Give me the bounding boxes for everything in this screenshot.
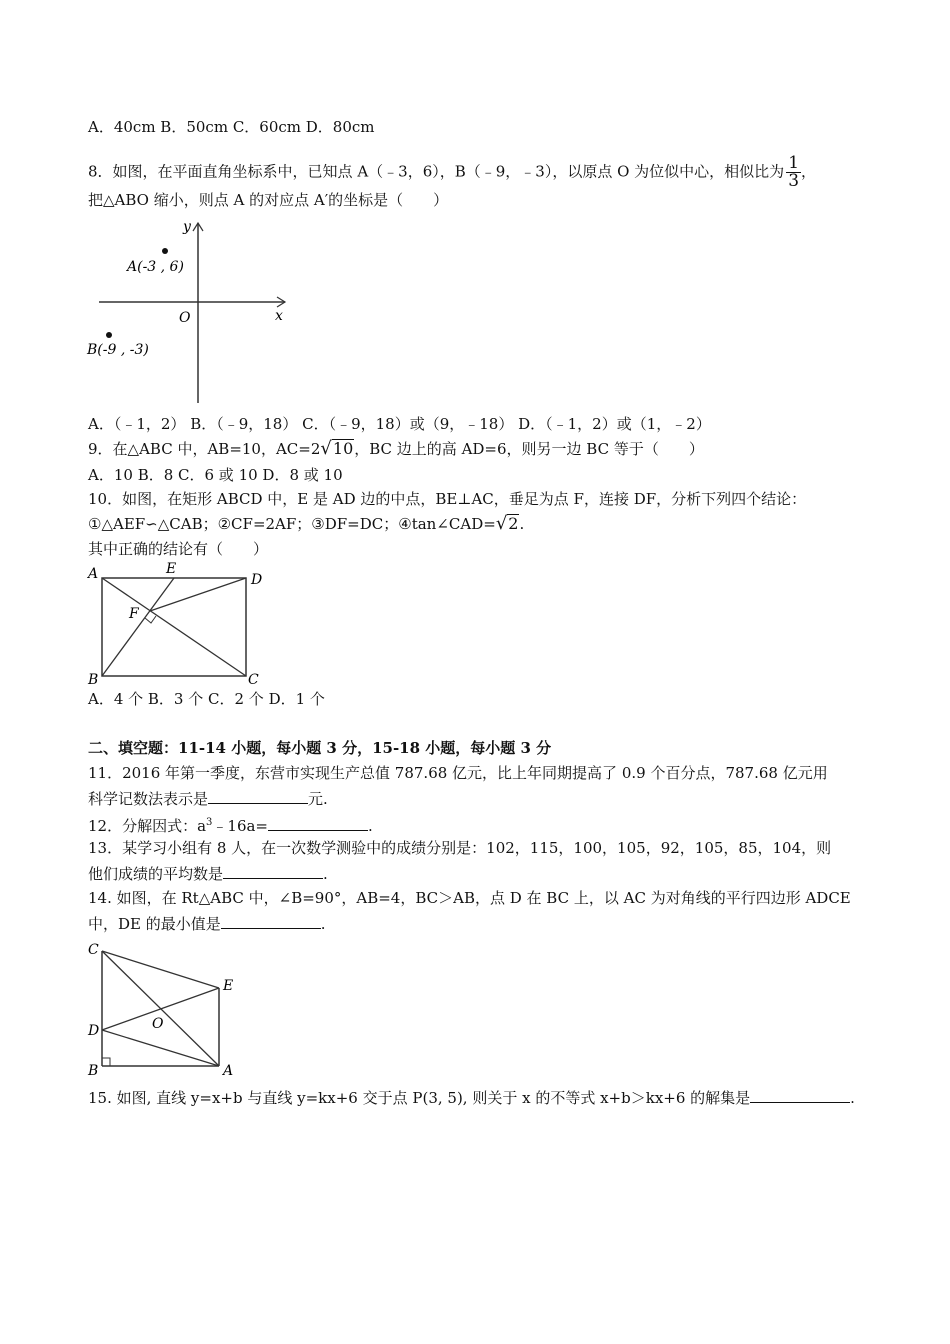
q10-stem: 10．如图，在矩形 ABCD 中，E 是 AD 边的中点，BE⊥AC，垂足为点 F，连接 DF，分析下列四个结论： <box>88 490 807 508</box>
q8-origin-label: O <box>179 310 191 326</box>
q14-right-angle-mark <box>102 1058 110 1066</box>
q9-radicand: 10 <box>332 439 354 458</box>
q9-options: A．10 B．8 C．6 或 10 D．8 或 10 <box>88 466 343 484</box>
q8-y-label: y <box>183 219 191 235</box>
q14-parallelogram-figure <box>85 938 245 1083</box>
q8-point-b <box>106 332 112 338</box>
q10-radical-sign: √ <box>495 513 508 534</box>
q13-line2-text: 他们成绩的平均数是 <box>88 865 224 883</box>
q8-ratio-denominator: 3 <box>788 171 800 191</box>
q8-stem-line2: 把△ABO 缩小，则点 A 的对应点 A′的坐标是（ ） <box>88 191 449 209</box>
q10-rectangle-figure <box>85 560 270 690</box>
q12-line <box>88 813 373 836</box>
q11-line1: 11．2016 年第一季度，东营市实现生产总值 787.68 亿元，比上年同期提高了 0.9 个百分点，787.68 亿元用 <box>88 764 828 782</box>
q10-label-d: D <box>251 572 263 588</box>
q14-segment-ce <box>102 951 219 988</box>
q11-answer-blank[interactable] <box>208 788 308 804</box>
q8-options: A．（﹣1，2） B．（﹣9，18） C．（﹣9，18）或（9，﹣18） D．（﹣1，2）或（1，﹣2） <box>88 415 711 433</box>
q8-ratio-numerator: 1 <box>788 153 800 173</box>
q14-label-b: B <box>88 1063 99 1079</box>
q13-line2-suffix: . <box>323 865 328 883</box>
q10-label-e: E <box>166 561 177 577</box>
q14-line2 <box>88 913 326 934</box>
q10-question: 其中正确的结论有（ ） <box>88 540 269 558</box>
q9-stem-text: 9．在△ABC 中，AB=10，AC=2 <box>88 440 321 458</box>
q14-line1: 14. 如图，在 Rt△ABC 中，∠B=90°，AB=4，BC＞AB，点 D 在 BC 上，以 AC 为对角线的平行四边形 ADCE <box>88 889 851 907</box>
q12-prefix: 12．分解因式：a <box>88 817 207 835</box>
q10-radicand: 2 <box>508 514 519 533</box>
q13-line1: 13．某学习小组有 8 人，在一次数学测验中的成绩分别是：102，115，100，105，92，105，85，104，则 <box>88 839 832 857</box>
q8-ratio-fraction <box>786 155 801 190</box>
q10-label-f: F <box>129 606 139 622</box>
q10-label-b: B <box>88 672 99 688</box>
q9-stem-text-2: ，BC 边上的高 AD=6，则另一边 BC 等于（ ） <box>354 440 704 458</box>
q10-label-a: A <box>88 566 99 582</box>
q12-suffix: . <box>368 817 373 835</box>
q10-segment-df <box>150 578 246 611</box>
q10-conclusions-text: ①△AEF∽△CAB；②CF=2AF；③DF=DC；④tan∠CAD= <box>88 515 496 533</box>
q8-coordinate-figure <box>85 215 300 410</box>
q14-label-d: D <box>88 1023 100 1039</box>
q12-exponent: 3 <box>206 817 213 828</box>
q10-segment-be <box>102 578 174 676</box>
q7-options: A．40cm B．50cm C．60cm D．80cm <box>88 118 375 136</box>
q10-options: A．4 个 B．3 个 C．2 个 D．1 个 <box>88 690 325 708</box>
q12-middle: ﹣16a= <box>212 817 269 835</box>
q10-right-angle-mark <box>145 616 156 623</box>
q15-text: 15. 如图, 直线 y=x+b 与直线 y=kx+6 交于点 P(3, 5), 则关于 x 的不等式 x+b＞kx+6 的解集是 <box>88 1089 751 1107</box>
q15-line <box>88 1087 855 1108</box>
q10-conclusions-end: . <box>519 515 525 533</box>
q8-point-a <box>162 248 168 254</box>
q11-line2 <box>88 788 328 809</box>
q9-radical-sign: √ <box>320 438 332 459</box>
q8-stem-text: 8．如图，在平面直角坐标系中，已知点 A（﹣3，6），B（﹣9，﹣3），以原点 O 为位似中心，相似比为 <box>88 162 785 181</box>
q11-line2-suffix: 元. <box>308 790 328 808</box>
q14-label-o: O <box>152 1016 164 1032</box>
q10-label-c: C <box>248 672 259 688</box>
q8-stem-tail: ， <box>801 162 817 181</box>
q13-line2 <box>88 863 328 884</box>
q14-label-a: A <box>223 1063 234 1079</box>
q14-label-e: E <box>223 978 234 994</box>
q15-answer-blank[interactable] <box>750 1087 850 1103</box>
q9-stem <box>88 439 704 459</box>
section2-heading: 二、填空题：11-14 小题，每小题 3 分，15-18 小题，每小题 3 分 <box>88 739 552 757</box>
q8-point-b-label: B(-9 , -3) <box>87 342 149 358</box>
q8-point-a-label: A(-3 , 6) <box>127 259 184 275</box>
q14-label-c: C <box>88 942 99 958</box>
q14-line2-text: 中，DE 的最小值是 <box>88 915 221 933</box>
q12-answer-blank[interactable] <box>268 815 368 831</box>
q13-answer-blank[interactable] <box>223 863 323 879</box>
q8-stem <box>88 155 816 190</box>
q10-conclusions <box>88 514 524 534</box>
q11-line2-text: 科学记数法表示是 <box>88 790 209 808</box>
q15-suffix: . <box>850 1089 855 1107</box>
q10-diagonal-ac <box>102 578 246 676</box>
q14-line2-suffix: . <box>320 915 326 933</box>
q14-answer-blank[interactable] <box>221 913 321 929</box>
q8-x-label: x <box>275 308 283 324</box>
